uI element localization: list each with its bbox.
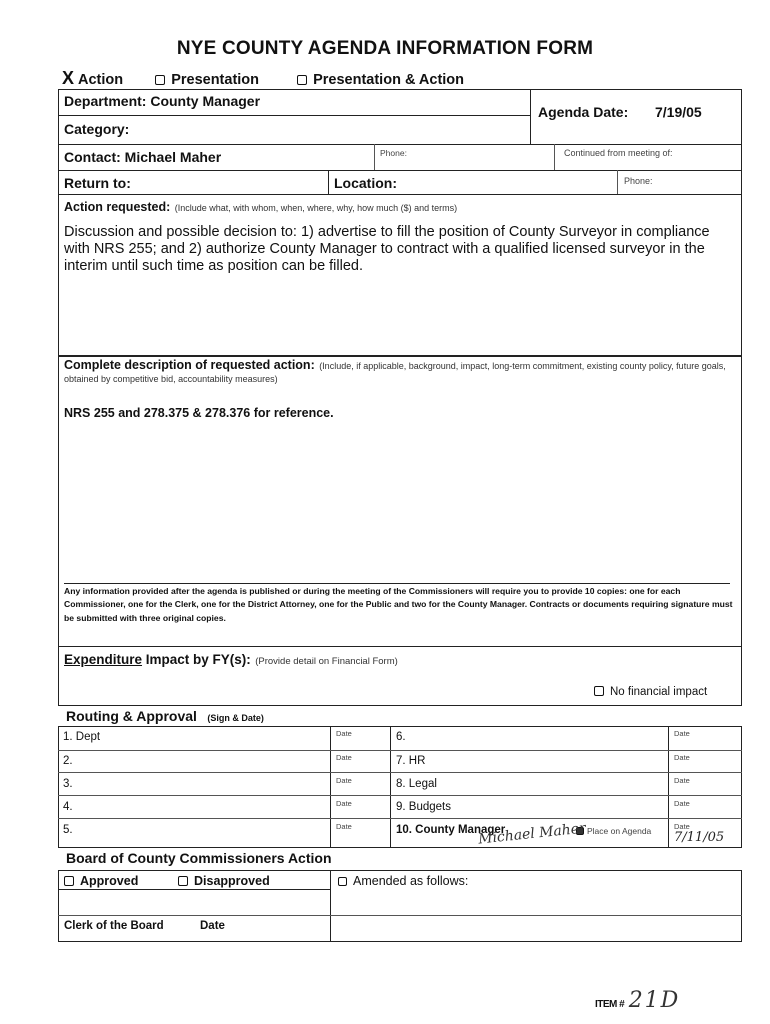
place-on-agenda-label: Place on Agenda — [587, 826, 652, 836]
disapproved-label: Disapproved — [194, 874, 270, 888]
routing-left-date-label: Date — [336, 799, 352, 808]
routing-right-date-label: Date — [674, 799, 690, 808]
approved-label: Approved — [80, 874, 139, 888]
description-header — [64, 359, 736, 385]
item-label: ITEM # — [595, 999, 625, 1010]
routing-right-date-label: Date — [674, 822, 690, 831]
county-manager-date: 7/11/05 — [674, 830, 725, 845]
copies-notice: Any information provided after the agenda is published or during the meeting of the Commissioners will require you to provide 10 copies: one for each Commissioner, one for the Clerk, one for the District Attorney, one for the Public and two for the County Manager. Contracts or documents requiring signature must be submitted with three original copies. — [64, 586, 733, 623]
routing-right-label: 8. Legal — [396, 778, 437, 790]
disapproved-checkbox[interactable] — [178, 876, 188, 886]
category-field: Category: — [64, 121, 130, 137]
location-field: Location: — [334, 175, 397, 191]
routing-left-date-label: Date — [336, 729, 352, 738]
clerk-label: Clerk of the Board — [64, 920, 164, 932]
action-option[interactable]: Action — [78, 72, 124, 88]
place-on-agenda[interactable] — [576, 826, 651, 836]
routing-right-label: 10. County Manager — [396, 824, 506, 836]
amended-option[interactable] — [338, 874, 468, 888]
approved-option[interactable] — [64, 874, 138, 888]
location-phone-label: Phone: — [624, 176, 653, 186]
expenditure-header — [64, 651, 398, 669]
return-to-field: Return to: — [64, 175, 131, 191]
department-field: Department: County Manager — [64, 93, 261, 109]
item-number-value: 21D — [628, 988, 681, 1013]
no-financial-impact[interactable] — [594, 686, 707, 698]
routing-left-date-label: Date — [336, 822, 352, 831]
routing-left-date-label: Date — [336, 776, 352, 785]
expenditure-hint: (Provide detail on Financial Form) — [255, 656, 398, 667]
disapproved-option[interactable] — [178, 874, 270, 888]
type-options — [62, 68, 464, 89]
routing-hint: (Sign & Date) — [207, 713, 264, 723]
item-number — [595, 988, 680, 1013]
agenda-date-label: Agenda Date: — [538, 104, 629, 120]
description-text: NRS 255 and 278.375 & 278.376 for reference. — [64, 406, 334, 420]
phone-label: Phone: — [380, 148, 407, 158]
routing-right-label: 9. Budgets — [396, 801, 451, 813]
routing-title: Routing & Approval — [66, 708, 197, 724]
agenda-date-value: 7/19/05 — [655, 104, 702, 120]
action-requested-label: Action requested: — [64, 200, 171, 214]
routing-left-label: 4. — [63, 801, 73, 813]
presentation-checkbox[interactable] — [155, 75, 165, 85]
presentation-action-option: Presentation & Action — [313, 72, 465, 88]
amended-label: Amended as follows: — [353, 874, 469, 888]
action-mark: X — [62, 68, 75, 88]
county-manager-signature: Michael Maher — [477, 820, 587, 848]
action-requested-header — [64, 198, 457, 216]
expenditure-label-underlined: Expenditure — [64, 652, 143, 667]
routing-right-label: 7. HR — [396, 755, 426, 767]
expenditure-label: Impact by FY(s): — [142, 652, 251, 667]
form-title: NYE COUNTY AGENDA INFORMATION FORM — [176, 38, 594, 59]
presentation-option: Presentation — [171, 72, 260, 88]
approved-checkbox[interactable] — [64, 876, 74, 886]
routing-right-date-label: Date — [674, 776, 690, 785]
routing-right-label: 6. — [396, 731, 406, 743]
action-requested-text: Discussion and possible decision to: 1) advertise to fill the position of County Surveyor in compliance with NRS 255; and 2) authorize County Manager to contract with a qualified licensed surveyor in the interim until such time as position can be filled. — [64, 224, 710, 274]
board-title: Board of County Commissioners Action — [66, 850, 332, 866]
presentation-action-checkbox[interactable] — [297, 75, 307, 85]
action-requested-hint: (Include what, with whom, when, where, why, how much ($) and terms) — [174, 203, 458, 213]
amended-checkbox[interactable] — [338, 877, 347, 886]
routing-left-label: 3. — [63, 778, 73, 790]
description-label: Complete description of requested action: — [64, 358, 315, 372]
contact-field: Contact: Michael Maher — [64, 149, 222, 165]
routing-left-label: 1. Dept — [63, 731, 101, 743]
routing-left-label: 2. — [63, 755, 73, 767]
routing-right-date-label: Date — [674, 753, 690, 762]
continued-label: Continued from meeting of: — [564, 148, 673, 158]
no-financial-impact-label: No financial impact — [610, 686, 708, 698]
routing-left-label: 5. — [63, 824, 73, 836]
routing-header — [66, 708, 264, 726]
routing-left-date-label: Date — [336, 753, 352, 762]
clerk-date-label: Date — [200, 920, 225, 932]
routing-right-date-label: Date — [674, 729, 690, 738]
no-financial-impact-checkbox[interactable] — [594, 686, 604, 696]
description-hint: (Include, if applicable, background, impact, long-term commitment, existing county policy, future goals, obtained by competitive bid, accountability measures) — [64, 361, 726, 384]
